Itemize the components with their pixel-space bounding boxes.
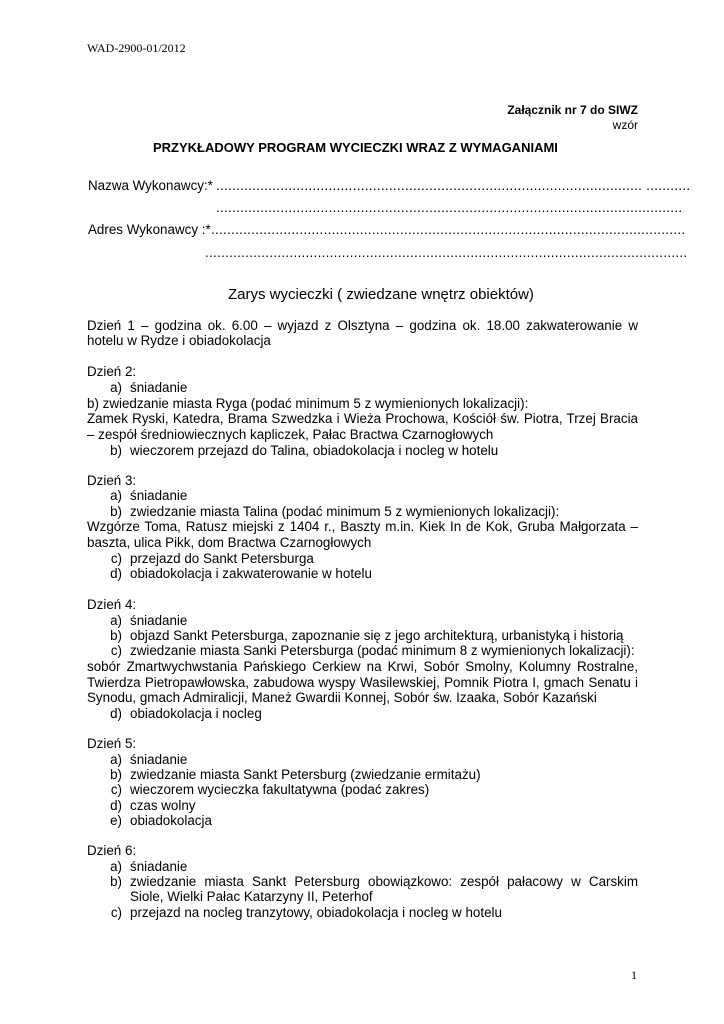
page-number: 1 — [631, 968, 637, 982]
list-item-text: obiadokolacja i nocleg — [130, 706, 262, 721]
section-title: Zarys wycieczki ( zwiedzane wnętrz obiektów) — [228, 286, 534, 303]
list-item-text: przejazd na nocleg tranzytowy, obiadokolacja i nocleg w hotelu — [130, 905, 502, 920]
day4-places-line2: Twierdza Pietropawłowska, zabudowa wyspy Wasilewskiej, Pomnik Piotra I, gmach Senatu i — [87, 675, 638, 690]
list-marker: c) — [110, 905, 122, 920]
day1-line2: hotelu w Rydze i obiadokolacja — [87, 333, 271, 348]
list-marker: a) — [110, 752, 122, 767]
annex-label: Załącznik nr 7 do SIWZ — [507, 103, 638, 117]
contractor-address-field[interactable]: ...................................................................................................................... — [211, 222, 686, 237]
list-marker: b) — [110, 874, 122, 889]
day2-places-line1: Zamek Ryski, Katedra, Brama Szwedzka i Wieża Prochowa, Kościół św. Piotra, Trzej Bracia — [87, 411, 638, 426]
contractor-name-field[interactable]: .......................................................................................................... ........... — [216, 178, 691, 193]
day1-line1: Dzień 1 – godzina ok. 6.00 – wyjazd z Olsztyna – godzina ok. 18.00 zakwaterowanie w — [87, 318, 638, 333]
list-item-text: obiadokolacja — [130, 813, 212, 828]
list-item-text: objazd Sankt Petersburga, zapoznanie się z jego architekturą, urbanistyką i historią — [130, 628, 624, 643]
list-item-text: śniadanie — [130, 752, 188, 767]
day2-b-line: b) zwiedzanie miasta Ryga (podać minimum 5 z wymienionych lokalizacji): — [87, 396, 529, 411]
list-marker: c) — [110, 782, 122, 797]
list-item-text: wieczorem przejazd do Talina, obiadokolacja i nocleg w hotelu — [130, 443, 499, 458]
list-marker: a) — [110, 488, 122, 503]
page-title: PRZYKŁADOWY PROGRAM WYCIECZKI WRAZ Z WYMAGANIAMI — [153, 140, 558, 155]
day4-places-line1: sobór Zmartwychwstania Pańskiego Cerkiew na Krwi, Sobór Smolny, Kolumny Rostralne, — [87, 659, 638, 674]
list-marker: c) — [110, 551, 122, 566]
list-item-text: przejazd do Sankt Petersburga — [130, 551, 314, 566]
list-marker: a) — [110, 613, 122, 628]
day6-b-continuation: Siole, Wielki Pałac Katarzyny II, Peterhof — [130, 889, 373, 904]
list-item-text: obiadokolacja i zakwaterowanie w hotelu — [130, 566, 372, 581]
list-item-text: wieczorem wycieczka fakultatywna (podać zakres) — [130, 782, 430, 797]
list-marker: b) — [110, 504, 122, 519]
list-item-text: śniadanie — [130, 488, 188, 503]
contractor-address-field-line2[interactable]: ........................................................................................................................ — [205, 245, 688, 260]
list-item-text: zwiedzanie miasta Sankt Petersburg (zwiedzanie ermitażu) — [130, 767, 481, 782]
list-marker: a) — [110, 380, 122, 395]
list-item-text: śniadanie — [130, 859, 188, 874]
list-marker: d) — [110, 566, 122, 581]
list-item-text: śniadanie — [130, 613, 188, 628]
list-marker: d) — [110, 798, 122, 813]
list-item-text: czas wolny — [130, 798, 196, 813]
day6-title: Dzień 6: — [87, 843, 137, 858]
list-marker: b) — [110, 628, 122, 643]
contractor-address-label: Adres Wykonawcy :* — [88, 222, 211, 237]
day5-title: Dzień 5: — [87, 736, 137, 751]
day2-places-line2: – zespół średniowiecznych kapliczek, Pałac Bractwa Czarnogłowych — [87, 427, 494, 442]
contractor-name-field-line2[interactable]: .................................................................................................................... — [216, 200, 683, 215]
list-marker: d) — [110, 706, 122, 721]
list-marker: a) — [110, 859, 122, 874]
document-id: WAD-2900-01/2012 — [87, 41, 186, 55]
list-item-text: zwiedzanie miasta Sankt Petersburg obowiązkowo: zespół pałacowy w Carskim — [130, 874, 638, 889]
list-item-text: śniadanie — [130, 380, 188, 395]
day3-title: Dzień 3: — [87, 473, 137, 488]
list-marker: b) — [110, 443, 122, 458]
list-item-text: zwiedzanie miasta Sanki Petersburga (podać minimum 8 z wymienionych lokalizacji): — [130, 643, 635, 658]
day4-places-line3: Synodu, gmach Admiralicji, Maneż Gwardii Konnej, Sobór św. Izaaka, Sobór Kazański — [87, 690, 597, 705]
day3-places-line1: Wzgórze Toma, Ratusz miejski z 1404 r., Baszty m.in. Kiek In de Kok, Gruba Małgorzata – — [87, 519, 638, 534]
day4-title: Dzień 4: — [87, 597, 137, 612]
annex-sub: wzór — [612, 118, 638, 132]
day3-places-line2: baszta, ulica Pikk, dom Bractwa Czarnogłowych — [87, 535, 372, 550]
contractor-name-label: Nazwa Wykonawcy:* — [88, 178, 213, 193]
list-marker: c) — [110, 643, 122, 658]
list-marker: b) — [110, 767, 122, 782]
list-marker: e) — [110, 813, 122, 828]
list-item-text: zwiedzanie miasta Talina (podać minimum 5 z wymienionych lokalizacji): — [130, 504, 560, 519]
day2-title: Dzień 2: — [87, 364, 137, 379]
